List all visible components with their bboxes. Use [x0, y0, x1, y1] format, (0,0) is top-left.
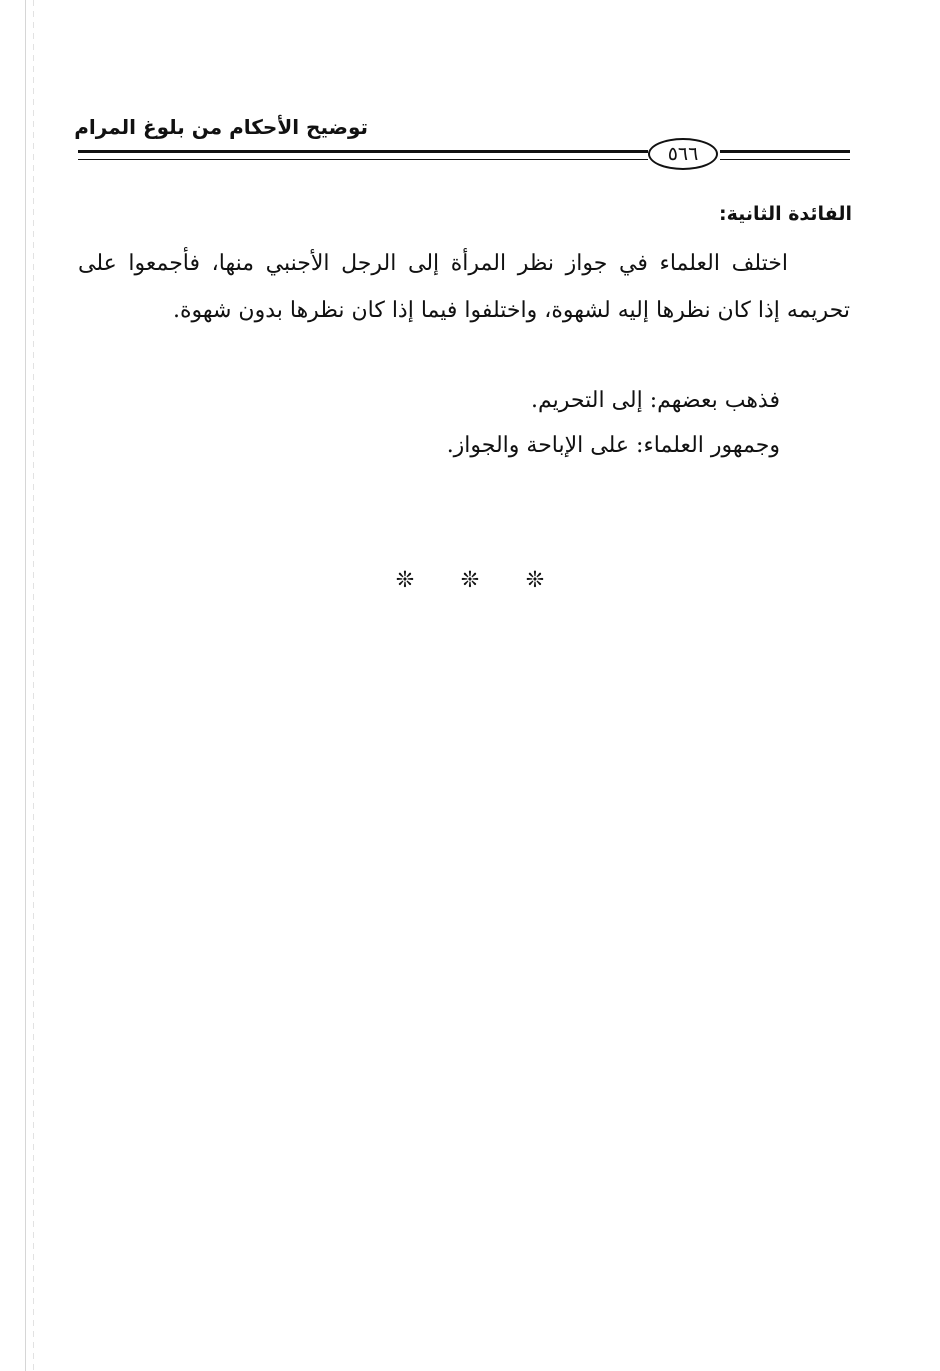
asterism-glyph: ❊ [525, 568, 545, 593]
header-rule-thin [78, 159, 648, 160]
opinion-line: وجمهور العلماء: على الإباحة والجواز. [446, 433, 780, 458]
scan-edge-dotted-line [33, 0, 34, 1371]
header-rule-thin-right [720, 159, 850, 160]
scan-edge-line [25, 0, 26, 1371]
page-number: ٥٦٦ [648, 138, 718, 170]
section-separator [390, 566, 550, 596]
body-paragraph: اختلف العلماء في جواز نظر المرأة إلى الرجل الأجنبي منها، فأجمعوا على تحريمه إذا كان نظرها إليه لشهوة، واختلفوا فيما إذا كان نظرها بدون شهوة. [78, 251, 850, 323]
asterism-glyph: ❊ [395, 568, 415, 593]
header-rule-thick [78, 150, 648, 153]
section-heading: الفائدة الثانية: [719, 203, 852, 225]
opinion-line: فذهب بعضهم: إلى التحريم. [531, 388, 780, 413]
header-rule-thick-right [720, 150, 850, 153]
running-header-title: توضيح الأحكام من بلوغ المرام [74, 115, 368, 139]
asterism-glyph: ❊ [460, 568, 480, 593]
